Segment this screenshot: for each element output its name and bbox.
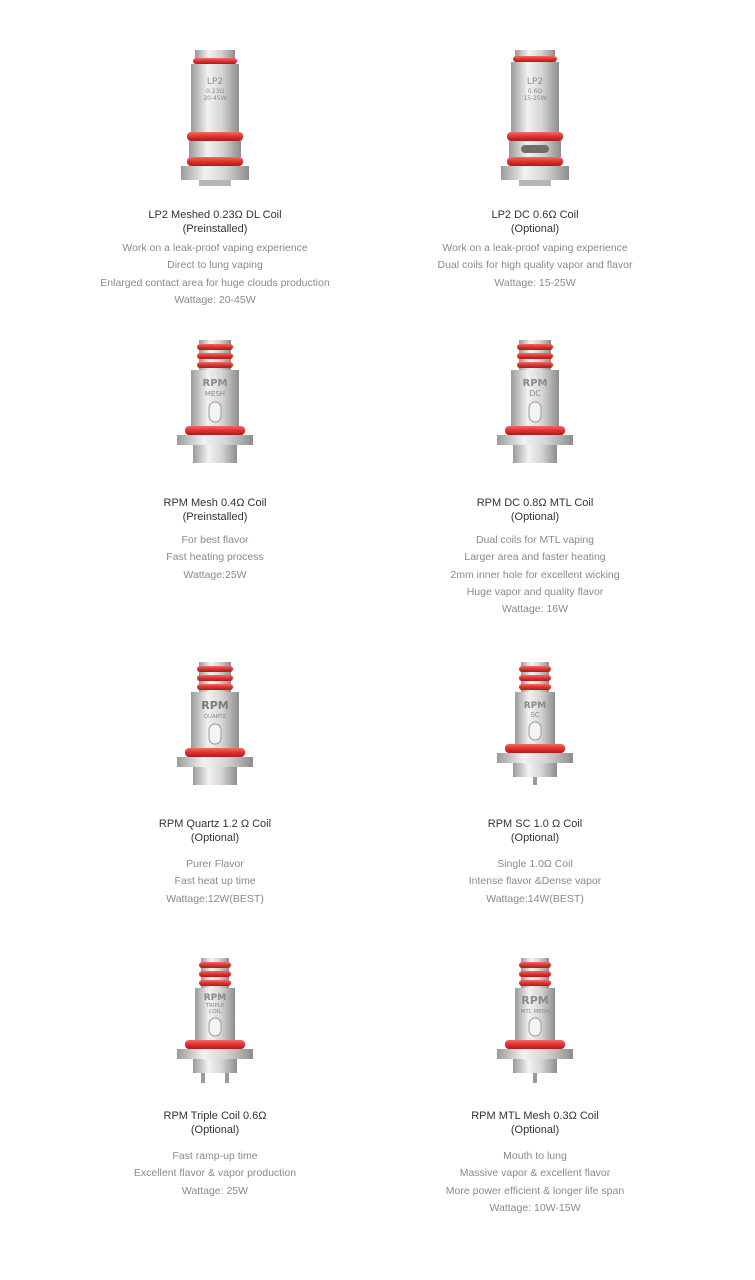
engraving-line-1: RPM [522,378,548,389]
feature-line: Wattage: 25W [181,1184,249,1197]
coil-status: (Optional) [510,223,560,235]
engraving-line-1: LP2 [206,77,224,87]
coil-illustration [485,44,585,190]
engraving-line-1: LP2 [526,77,544,87]
feature-line: For best flavor [181,534,249,546]
coil-features [370,856,700,908]
engraving-line-3: COIL [208,1009,222,1015]
engraving-line-3: 20-45W [203,95,227,102]
coil-name-block [370,496,700,524]
coil-name-block [50,1109,380,1137]
coil-status: (Optional) [510,511,560,523]
coil-illustration [165,44,265,190]
engraving-line-2: 0.6Ω [527,88,543,95]
coil-features [50,532,380,584]
feature-line: Fast heat up time [174,875,256,888]
feature-line: Mouth to lung [503,1150,567,1162]
feature-line: Work on a leak-proof vaping experience [442,242,628,254]
coil-illustration [485,336,585,470]
feature-line: Wattage: 16W [501,603,569,616]
feature-line: Fast heating process [166,551,264,564]
coil-name-block [370,1109,700,1137]
coil-title: RPM MTL Mesh 0.3Ω Coil [471,1110,599,1122]
coil-image-rpm-mesh [165,336,265,470]
feature-line: Wattage: 10W-15W [489,1201,581,1214]
coil-image-rpm-sc [485,658,585,792]
feature-line: Excellent flavor & vapor production [133,1167,297,1180]
coil-features [370,240,700,292]
feature-line: 2mm inner hole for excellent wicking [450,568,620,581]
coil-status: (Preinstalled) [182,511,248,523]
coil-illustration [485,954,585,1088]
engraving-line-1: RPM [521,994,549,1007]
coil-status: (Preinstalled) [182,223,248,235]
engraving-line-2: QUARTZ [203,714,227,720]
feature-line: Wattage:14W(BEST) [486,892,584,905]
engraving-line-2: 0.23Ω [206,88,224,95]
coil-status: (Optional) [190,1124,240,1136]
engraving-line-1: RPM [203,993,227,1003]
coil-title: RPM DC 0.8Ω MTL Coil [476,497,594,509]
coil-features [370,532,700,618]
coil-image-rpm-mtl-mesh [485,954,585,1088]
coil-title: RPM Quartz 1.2 Ω Coil [158,818,272,830]
coil-illustration [165,954,265,1088]
coil-image-lp2-dc [485,44,585,190]
feature-line: Direct to lung vaping [167,259,263,272]
coil-illustration [485,658,585,792]
engraving-line-2: TRIPLE [205,1003,225,1009]
coil-status: (Optional) [510,1124,560,1136]
coil-image-rpm-triple [165,954,265,1088]
engraving-line-1: RPM [523,701,547,711]
coil-illustration [165,658,265,792]
coil-title: RPM Triple Coil 0.6Ω [163,1110,267,1122]
coil-features [50,240,380,309]
coil-title: RPM SC 1.0 Ω Coil [487,818,583,830]
feature-line: Intense flavor &Dense vapor [468,875,602,888]
coil-name-block [50,817,380,845]
engraving-line-1: RPM [201,699,229,712]
coil-name-block [370,208,700,236]
coil-image-lp2-meshed [165,44,265,190]
coil-name-block [370,817,700,845]
coil-features [50,856,380,908]
coil-status: (Optional) [190,832,240,844]
coil-title: LP2 Meshed 0.23Ω DL Coil [148,209,282,221]
coil-image-rpm-quartz [165,658,265,792]
feature-line: Dual coils for MTL vaping [475,534,595,546]
engraving-line-1: RPM [202,378,228,389]
coil-status: (Optional) [510,832,560,844]
feature-line: Larger area and faster heating [464,551,606,564]
feature-line: Wattage: 15-25W [494,276,576,289]
coil-image-rpm-dc [485,336,585,470]
coil-features [370,1148,700,1217]
feature-line: Single 1.0Ω Coil [497,858,573,870]
coil-name-block [50,208,380,236]
engraving-line-2: MTL MESH [520,1009,550,1015]
feature-line: Wattage: 20-45W [174,293,256,306]
feature-line: Huge vapor and quality flavor [466,585,604,598]
engraving-line-2: SC [530,711,540,719]
feature-line: Fast ramp-up time [172,1150,258,1162]
coil-title: LP2 DC 0.6Ω Coil [491,209,579,221]
feature-line: More power efficient & longer life span [445,1184,625,1197]
feature-line: Enlarged contact area for huge clouds production [100,276,330,289]
engraving-line-2: MESH [204,390,226,398]
feature-line: Wattage:25W [183,568,247,581]
feature-line: Dual coils for high quality vapor and flavor [437,259,633,272]
coil-features [50,1148,380,1200]
feature-line: Work on a leak-proof vaping experience [122,242,308,254]
engraving-line-3: 15-25W [523,95,547,102]
feature-line: Massive vapor & excellent flavor [459,1167,611,1180]
feature-line: Purer Flavor [186,858,244,870]
feature-line: Wattage:12W(BEST) [166,892,264,905]
engraving-line-2: DC [529,389,541,398]
coil-illustration [165,336,265,470]
coil-title: RPM Mesh 0.4Ω Coil [163,497,267,509]
coil-name-block [50,496,380,524]
